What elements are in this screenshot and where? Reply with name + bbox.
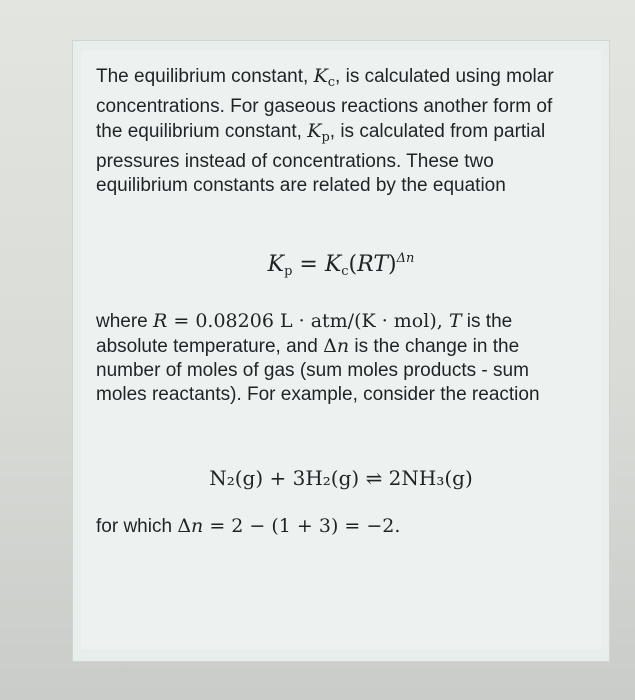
reaction-text: N₂(g) + 3H₂(g) ⇌ 2NH₃(g) <box>209 466 473 490</box>
eq-equals: = <box>292 252 325 277</box>
eq-kc-symbol: K <box>324 252 342 277</box>
reaction-equation <box>72 466 610 491</box>
eq-kp-subscript: p <box>284 264 293 279</box>
r-value: = 0.08206 L · atm/(K · mol), <box>167 310 449 332</box>
n-variable: n <box>336 335 350 357</box>
intro-paragraph <box>96 64 576 198</box>
intro-text-3: , is calculated from partial pressures instead of concentrations. These two equilibrium constants are related by the equation <box>96 121 546 196</box>
example-text-1: for which <box>96 516 178 537</box>
def-text-1: where <box>96 311 154 332</box>
kc-symbol: K <box>313 65 328 87</box>
kp-kc-equation <box>72 251 610 279</box>
def-text-2: is the absolute temperature, and <box>96 311 513 357</box>
example-result: = 2 − (1 + 3) = −2. <box>203 515 401 537</box>
example-n-variable: n <box>191 515 204 537</box>
r-variable: R <box>153 310 168 332</box>
t-variable: T <box>448 310 462 332</box>
kc-subscript: c <box>327 75 336 90</box>
intro-text-1: The equilibrium constant, <box>96 66 314 87</box>
example-paragraph <box>96 514 576 539</box>
eq-kp-symbol: K <box>267 252 285 277</box>
eq-paren-open: ( <box>348 252 358 277</box>
eq-kc-subscript: c <box>341 264 349 279</box>
eq-exponent: Δn <box>396 251 415 266</box>
intro-text-2: , is calculated using molar concentrations. For gaseous reactions another form of the equilibrium constant, <box>96 66 554 142</box>
eq-r-var: R <box>357 252 374 277</box>
kp-subscript: p <box>321 130 330 145</box>
delta-symbol: Δ <box>323 335 337 357</box>
example-delta-symbol: Δ <box>177 515 192 537</box>
def-text-3: is the change in the number of moles of gas (sum moles products - sum moles reactants). For example, consider the reaction <box>96 336 540 405</box>
eq-t-var: T <box>373 252 388 277</box>
kp-symbol: K <box>307 120 322 142</box>
definition-paragraph <box>96 309 576 407</box>
eq-paren-close: ) <box>388 252 397 277</box>
